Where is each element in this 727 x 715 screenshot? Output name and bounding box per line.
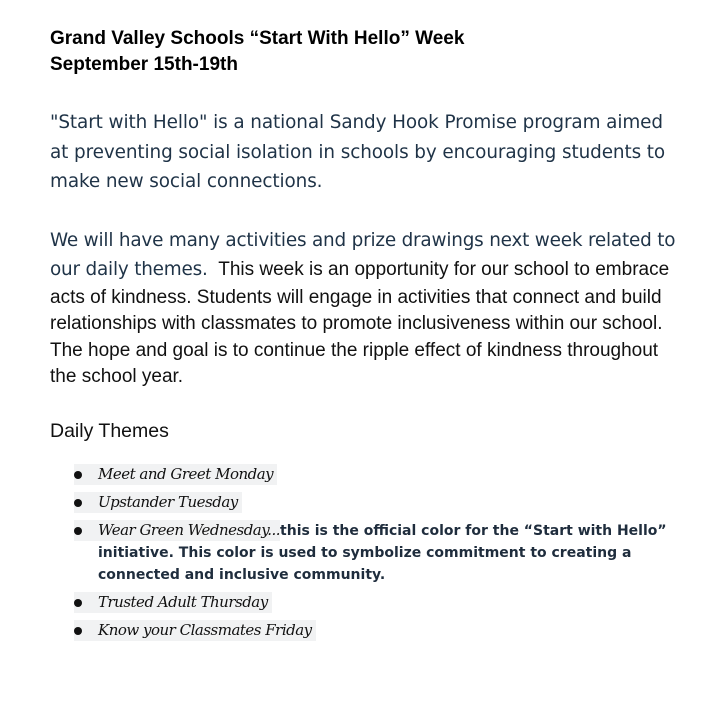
theme-tuesday: Upstander Tuesday [98, 492, 238, 511]
activities-lead: We will have many activities and prize drawings next week related to our daily themes. [50, 229, 676, 280]
page-title [50, 26, 680, 78]
activities-body: This week is an opportunity for our school to embrace acts of kindness. Students will engage in activities that connect and build relationships with classmates to promote inclusiveness within our school. The hope and goal is to continue the ripple effect of kindness throughout the school year. [50, 259, 670, 387]
bullet-icon [74, 499, 82, 507]
theme-monday: Meet and Greet Monday [98, 464, 274, 483]
document [50, 26, 680, 646]
title-line-2: September 15th-19th [50, 54, 238, 75]
theme-wednesday-note: this is the official color for the “Start with Hello” initiative. This color is used to symbolize commitment to creating a connected and inclusive community. [98, 522, 667, 583]
theme-thursday: Trusted Adult Thursday [98, 592, 268, 611]
intro-paragraph: "Start with Hello" is a national Sandy Hook Promise program aimed at preventing social isolation in schools by encouraging students to make new social connections. [50, 112, 666, 192]
bullet-icon [74, 599, 82, 607]
title-line-1: Grand Valley Schools “Start With Hello” Week [50, 28, 465, 49]
bullet-icon [74, 627, 82, 635]
bullet-icon [74, 471, 82, 479]
list-item [50, 518, 680, 586]
list-item [50, 490, 680, 514]
activities-paragraph [50, 226, 680, 391]
theme-friday: Know your Classmates Friday [98, 620, 312, 639]
bullet-icon [74, 527, 82, 535]
list-item [50, 590, 680, 614]
list-item [50, 618, 680, 642]
daily-themes-list [50, 462, 680, 642]
list-item [50, 462, 680, 486]
theme-wednesday: Wear Green Wednesday... [98, 520, 281, 539]
daily-themes-title: Daily Themes [50, 419, 169, 442]
